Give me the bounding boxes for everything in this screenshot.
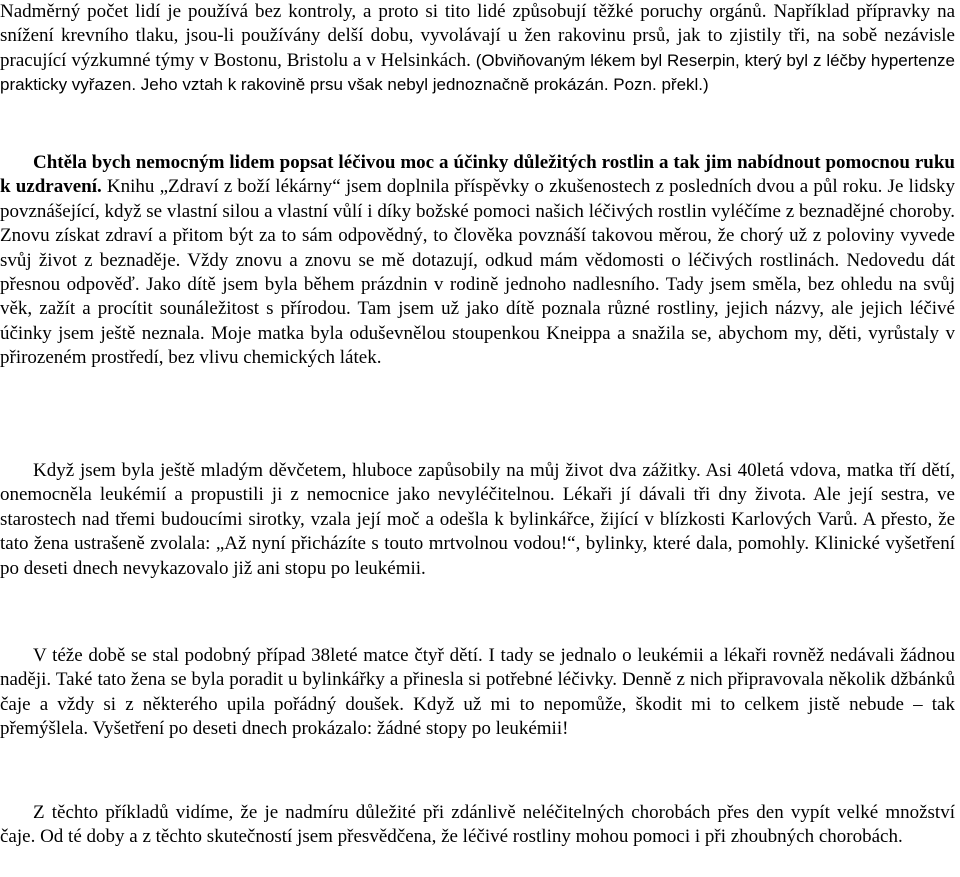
paragraph-2-body: Knihu „Zdraví z boží lékárny“ jsem doplnila příspěvky o zkušenostech z posledních dvou a půl roku. Je lidsky povznášející, když se vlastní silou a vlastní vůlí i díky božské pomoci našich léčivých rostlin vyléčíme z beznadějné choroby. Znovu získat zdraví a přitom být za to sám odpovědný, to člověka povznáší takovou měrou, že chorý už z poloviny vyvede svůj život z beznaděje. Vždy znovu a znovu se mě dotazují, odkud mám vědomosti o léčivých rostlinách. Nedovedu dát přesnou odpověď. Jako dítě jsem byla během prázdnin v rodině jednoho nadlesního. Tady jsem směla, bez ohledu na svůj věk, zažít a procítit sounáležitost s přírodou. Tam jsem už jako dítě poznala různé rostliny, jejich názvy, ale jejich léčivé účinky jsem ještě neznala. Moje matka byla oduševnělou stoupenkou Kneippa a snažila se, abychom my, děti, vyrůstaly v přirozeném prostředí, bez vlivu chemických látek.	[0, 176, 955, 369]
paragraph-2	[0, 151, 955, 371]
paragraph-1	[0, 0, 955, 98]
translator-note: (Obviňovaným lékem byl Reserpin, který byl z léčby hypertenze prakticky vyřazen. Jeho vztah k rakovině prsu však nebyl jednoznačně prokázán. Pozn. překl.)	[0, 50, 955, 95]
paragraph-1-sentence-1: Nadměrný počet lidí je používá bez kontroly, a proto si tito lidé způsobují těžké poruchy orgánů.	[0, 1, 767, 22]
paragraph-2-bold-intro: Chtěla bych nemocným lidem popsat léčivou moc a účinky důležitých rostlin a tak jim nabídnout pomocnou ruku k uzdravení.	[0, 152, 955, 198]
paragraph-1-sentence-2: Například přípravky na snížení krevního tlaku, jsou-li používány delší dobu, vyvolávají u žen rakovinu prsů, jak to zjistily tři, na sobě nezávisle pracující výzkumné týmy v Bostonu, Bristolu a v Helsinkách.	[0, 1, 956, 71]
paragraph-5: Z těchto příkladů vidíme, že je nadmíru důležité při zdánlivě neléčitelných chorobách přes den vypít velké množství čaje. Od té doby a z těchto skutečností jsem přesvědčena, že léčivé rostliny mohou pomoci i při zhoubných chorobách.	[0, 802, 955, 848]
paragraph-4: V téže době se stal podobný případ 38leté matce čtyř dětí. I tady se jednalo o leukémii a lékaři rovněž nedávali žádnou naději. Také tato žena se byla poradit u bylinkářky a přinesla si potřebné léčivky. Denně z nich připravovala několik džbánků čaje a vždy si z některého upila pořádný doušek. Když už mi to nepomůže, škodit mi to celkem jistě nebude – tak přemýšlela. Vyšetření po deseti dnech prokázalo: žádné stopy po leukémii!	[0, 645, 955, 740]
paragraph-3: Když jsem byla ještě mladým děvčetem, hluboce zapůsobily na můj život dva zážitky. Asi 40letá vdova, matka tří dětí, onemocněla leukémií a propustili ji z nemocnice jako nevyléčitelnou. Lékaři jí dávali tři dny života. Ale její sestra, ve starostech nad třemi budoucími sirotky, vzala její moč a odešla k bylinkářce, žijící v blízkosti Karlových Varů. A přesto, že tato žena ustrašeně zvolala: „Až nyní přicházíte s touto mrtvolnou vodou!“, bylinky, které dala, pomohly. Klinické vyšetření po deseti dnech nevykazovalo již ani stopu po leukémii.	[0, 460, 955, 579]
